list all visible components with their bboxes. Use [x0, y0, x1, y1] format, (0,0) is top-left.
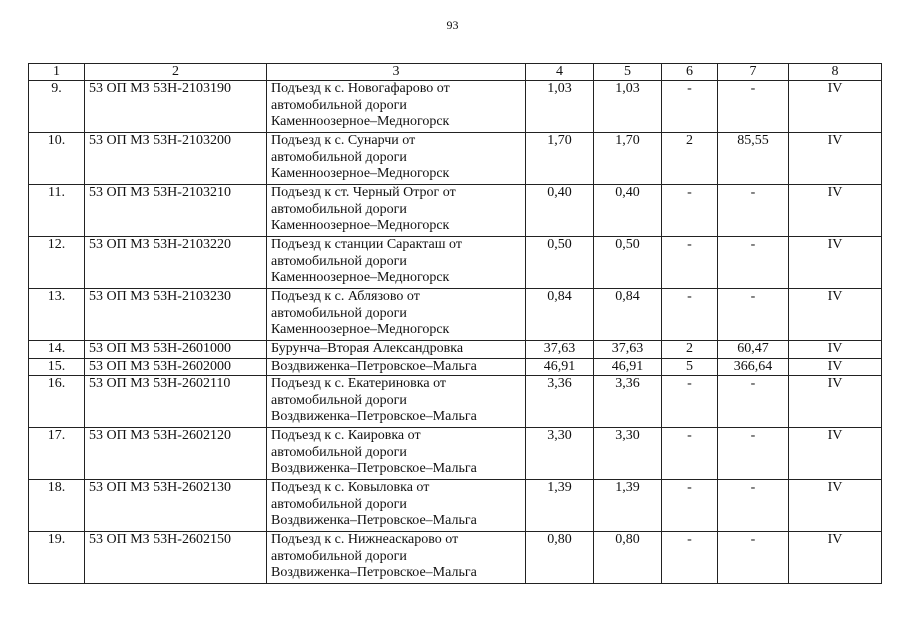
- column-8-value: IV: [789, 341, 882, 359]
- road-name-line: Подъезд к с. Аблязово от: [271, 289, 420, 304]
- row-number: 18.: [29, 480, 85, 532]
- road-name-line: Воздвиженка–Петровское–Мальга: [271, 409, 477, 424]
- column-6-value: -: [662, 376, 718, 428]
- column-6-value: -: [662, 428, 718, 480]
- road-code: 53 ОП МЗ 53Н-2103230: [85, 289, 267, 341]
- column-header-1: 1: [29, 64, 85, 81]
- column-header-6: 6: [662, 64, 718, 81]
- road-code: 53 ОП МЗ 53Н-2601000: [85, 341, 267, 359]
- column-6-value: 2: [662, 341, 718, 359]
- road-code: 53 ОП МЗ 53Н-2602120: [85, 428, 267, 480]
- column-header-2: 2: [85, 64, 267, 81]
- road-name: [267, 289, 526, 341]
- column-7-value: -: [718, 376, 789, 428]
- road-name-line: Подъезд к с. Нижнеаскарово от: [271, 532, 459, 547]
- column-4-value: 3,36: [526, 376, 594, 428]
- table-row: [29, 480, 882, 532]
- column-8-value: IV: [789, 532, 882, 584]
- road-code: 53 ОП МЗ 53Н-2602110: [85, 376, 267, 428]
- roads-table: [28, 63, 882, 584]
- column-6-value: -: [662, 237, 718, 289]
- column-5-value: 1,39: [594, 480, 662, 532]
- row-number: 14.: [29, 341, 85, 359]
- column-7-value: -: [718, 81, 789, 133]
- table-row: [29, 185, 882, 237]
- road-name: [267, 81, 526, 133]
- column-7-value: 85,55: [718, 133, 789, 185]
- column-6-value: -: [662, 81, 718, 133]
- road-name-line: Каменноозерное–Медногорск: [271, 218, 450, 233]
- column-4-value: 3,30: [526, 428, 594, 480]
- road-name: [267, 376, 526, 428]
- column-4-value: 0,80: [526, 532, 594, 584]
- road-name-line: Каменноозерное–Медногорск: [271, 166, 450, 181]
- road-name-line: Подъезд к с. Ковыловка от: [271, 480, 430, 495]
- road-name-line: автомобильной дороги: [271, 444, 407, 460]
- road-name-line: автомобильной дороги: [271, 496, 407, 512]
- table-row: [29, 81, 882, 133]
- table-row: [29, 358, 882, 376]
- table-row: [29, 376, 882, 428]
- column-4-value: 46,91: [526, 358, 594, 376]
- column-8-value: IV: [789, 480, 882, 532]
- header-row: [29, 64, 882, 81]
- column-header-4: 4: [526, 64, 594, 81]
- road-name-line: Воздвиженка–Петровское–Мальга: [271, 461, 477, 476]
- column-4-value: 1,70: [526, 133, 594, 185]
- column-header-7: 7: [718, 64, 789, 81]
- road-name-line: автомобильной дороги: [271, 548, 407, 564]
- road-name-line: Подъезд к с. Сунарчи от: [271, 133, 416, 148]
- road-code: 53 ОП МЗ 53Н-2602130: [85, 480, 267, 532]
- road-name-line: автомобильной дороги: [271, 305, 407, 321]
- column-6-value: -: [662, 532, 718, 584]
- row-number: 9.: [29, 81, 85, 133]
- table-row: [29, 237, 882, 289]
- road-name-line: Подъезд к станции Саракташ от: [271, 237, 462, 252]
- road-name-line: Каменноозерное–Медногорск: [271, 114, 450, 129]
- page-number: 93: [446, 18, 459, 32]
- row-number: 16.: [29, 376, 85, 428]
- road-name-line: автомобильной дороги: [271, 97, 407, 113]
- row-number: 13.: [29, 289, 85, 341]
- road-name-line: Воздвиженка–Петровское–Мальга: [271, 565, 477, 580]
- road-code: 53 ОП МЗ 53Н-2103220: [85, 237, 267, 289]
- road-code: 53 ОП МЗ 53Н-2602150: [85, 532, 267, 584]
- road-name-line: Подъезд к с. Каировка от: [271, 428, 421, 443]
- column-6-value: -: [662, 289, 718, 341]
- road-name: [267, 237, 526, 289]
- column-8-value: IV: [789, 133, 882, 185]
- column-6-value: -: [662, 480, 718, 532]
- table-row: [29, 289, 882, 341]
- row-number: 19.: [29, 532, 85, 584]
- column-7-value: -: [718, 532, 789, 584]
- column-5-value: 3,36: [594, 376, 662, 428]
- column-8-value: IV: [789, 428, 882, 480]
- column-7-value: 60,47: [718, 341, 789, 359]
- road-name-line: автомобильной дороги: [271, 392, 407, 408]
- column-header-8: 8: [789, 64, 882, 81]
- column-5-value: 0,84: [594, 289, 662, 341]
- road-name-line: Бурунча–Вторая Александровка: [271, 341, 464, 356]
- column-6-value: 2: [662, 133, 718, 185]
- column-4-value: 0,84: [526, 289, 594, 341]
- row-number: 10.: [29, 133, 85, 185]
- table-row: [29, 428, 882, 480]
- table-row: [29, 133, 882, 185]
- column-8-value: IV: [789, 185, 882, 237]
- road-code: 53 ОП МЗ 53Н-2602000: [85, 358, 267, 376]
- column-5-value: 1,03: [594, 81, 662, 133]
- road-code: 53 ОП МЗ 53Н-2103210: [85, 185, 267, 237]
- column-5-value: 46,91: [594, 358, 662, 376]
- road-name: [267, 133, 526, 185]
- column-4-value: 0,40: [526, 185, 594, 237]
- row-number: 11.: [29, 185, 85, 237]
- road-name: [267, 341, 526, 359]
- column-7-value: -: [718, 237, 789, 289]
- road-code: 53 ОП МЗ 53Н-2103190: [85, 81, 267, 133]
- column-7-value: -: [718, 428, 789, 480]
- column-8-value: IV: [789, 237, 882, 289]
- road-name-line: Каменноозерное–Медногорск: [271, 270, 450, 285]
- column-8-value: IV: [789, 81, 882, 133]
- road-name: [267, 358, 526, 376]
- row-number: 12.: [29, 237, 85, 289]
- column-7-value: 366,64: [718, 358, 789, 376]
- column-8-value: IV: [789, 376, 882, 428]
- column-header-5: 5: [594, 64, 662, 81]
- table-header: [29, 64, 882, 81]
- column-4-value: 37,63: [526, 341, 594, 359]
- row-number: 17.: [29, 428, 85, 480]
- table-row: [29, 532, 882, 584]
- table-body: [29, 81, 882, 584]
- column-4-value: 1,39: [526, 480, 594, 532]
- table-row: [29, 341, 882, 359]
- column-7-value: -: [718, 289, 789, 341]
- column-4-value: 0,50: [526, 237, 594, 289]
- road-name-line: автомобильной дороги: [271, 253, 407, 269]
- column-header-3: 3: [267, 64, 526, 81]
- column-6-value: -: [662, 185, 718, 237]
- column-6-value: 5: [662, 358, 718, 376]
- road-code: 53 ОП МЗ 53Н-2103200: [85, 133, 267, 185]
- column-5-value: 3,30: [594, 428, 662, 480]
- column-7-value: -: [718, 480, 789, 532]
- column-8-value: IV: [789, 358, 882, 376]
- road-name: [267, 532, 526, 584]
- column-5-value: 0,50: [594, 237, 662, 289]
- road-name-line: Подъезд к с. Новогафарово от: [271, 81, 450, 96]
- column-8-value: IV: [789, 289, 882, 341]
- road-name: [267, 480, 526, 532]
- road-name-line: Воздвиженка–Петровское–Мальга: [271, 513, 477, 528]
- column-5-value: 0,40: [594, 185, 662, 237]
- column-4-value: 1,03: [526, 81, 594, 133]
- column-5-value: 1,70: [594, 133, 662, 185]
- column-7-value: -: [718, 185, 789, 237]
- row-number: 15.: [29, 358, 85, 376]
- road-name: [267, 185, 526, 237]
- column-5-value: 37,63: [594, 341, 662, 359]
- road-name-line: Воздвиженка–Петровское–Мальга: [271, 358, 477, 374]
- road-name: [267, 428, 526, 480]
- road-name-line: автомобильной дороги: [271, 201, 407, 217]
- road-name-line: Каменноозерное–Медногорск: [271, 322, 450, 337]
- road-name-line: Подъезд к с. Екатериновка от: [271, 376, 447, 391]
- column-5-value: 0,80: [594, 532, 662, 584]
- road-name-line: Подъезд к ст. Черный Отрог от: [271, 185, 456, 200]
- road-name-line: автомобильной дороги: [271, 149, 407, 165]
